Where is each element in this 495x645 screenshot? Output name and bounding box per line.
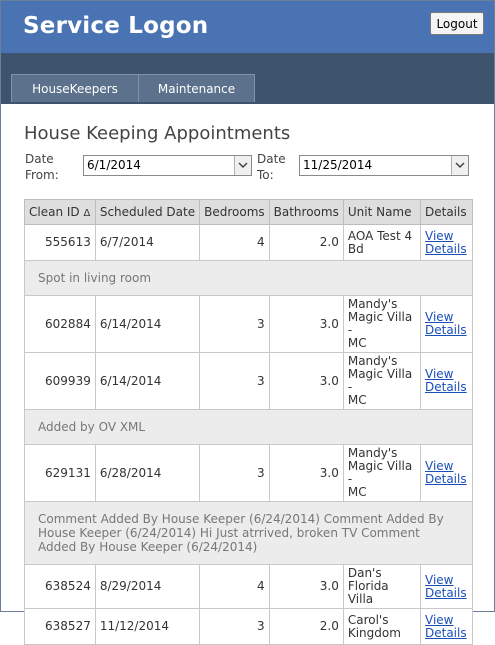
date-to-label-line2: To: <box>257 168 274 182</box>
date-from-label <box>25 151 61 183</box>
cell-bedrooms: 3 <box>200 609 270 645</box>
cell-details <box>421 609 473 645</box>
comment-row <box>25 261 473 296</box>
cell-bathrooms: 3.0 <box>269 296 343 353</box>
date-from-label-line2: From: <box>25 168 59 182</box>
cell-bathrooms: 2.0 <box>269 225 343 261</box>
cell-bathrooms: 3.0 <box>269 565 343 609</box>
sort-ascending-icon: Δ <box>83 208 91 219</box>
cell-bathrooms: 3.0 <box>269 445 343 502</box>
cell-details <box>421 353 473 410</box>
column-header-bathrooms[interactable]: Bathrooms <box>269 200 343 225</box>
logout-button[interactable]: Logout <box>430 12 484 35</box>
tab-maintenance[interactable]: Maintenance <box>138 74 255 102</box>
cell-unit-name: Mandy's Magic Villa - MC <box>343 353 420 410</box>
date-from-label-line1: Date <box>25 152 54 166</box>
comment-text: Added by OV XML <box>25 410 473 445</box>
cell-bedrooms: 4 <box>200 225 270 261</box>
cell-unit-name: Mandy's Magic Villa - MC <box>343 296 420 353</box>
comment-row <box>25 410 473 445</box>
view-details-link[interactable]: View Details <box>425 228 467 256</box>
page-title: House Keeping Appointments <box>24 123 291 144</box>
cell-details <box>421 565 473 609</box>
comment-text: Comment Added By House Keeper (6/24/2014) Comment Added By House Keeper (6/24/2014) Hi Just atrrived, broken TV Comment Added By House Keeper (6/24/2014) <box>25 502 473 565</box>
chevron-down-icon[interactable] <box>451 156 468 175</box>
cell-unit-name: AOA Test 4 Bd <box>343 225 420 261</box>
table-row <box>25 296 473 353</box>
cell-bedrooms: 3 <box>200 296 270 353</box>
table-header-row <box>25 200 473 225</box>
cell-scheduled-date: 6/28/2014 <box>95 445 199 502</box>
view-details-link[interactable]: View Details <box>425 459 467 486</box>
cell-details <box>421 296 473 353</box>
header-bar <box>1 1 494 53</box>
chevron-down-icon[interactable] <box>234 156 251 175</box>
table-row <box>25 225 473 261</box>
cell-scheduled-date: 6/14/2014 <box>95 353 199 410</box>
cell-bathrooms: 3.0 <box>269 353 343 410</box>
cell-bedrooms: 3 <box>200 445 270 502</box>
cell-clean-id: 638524 <box>25 565 96 609</box>
cell-clean-id: 629131 <box>25 445 96 502</box>
cell-details <box>421 225 473 261</box>
date-to-select[interactable] <box>299 155 469 176</box>
view-details-link[interactable]: View Details <box>425 310 467 337</box>
cell-clean-id: 555613 <box>25 225 96 261</box>
cell-unit-name: Carol's Kingdom <box>343 609 420 645</box>
date-from-value: 6/1/2014 <box>87 158 141 172</box>
date-to-value: 11/25/2014 <box>303 158 373 172</box>
view-details-link[interactable]: View Details <box>425 572 467 600</box>
table-row <box>25 353 473 410</box>
cell-unit-name: Mandy's Magic Villa - MC <box>343 445 420 502</box>
column-header-details: Details <box>421 200 473 225</box>
view-details-link[interactable]: View Details <box>425 612 467 640</box>
cell-scheduled-date: 11/12/2014 <box>95 609 199 645</box>
date-to-label-line1: Date <box>257 152 286 166</box>
cell-clean-id: 638527 <box>25 609 96 645</box>
table-row <box>25 609 473 645</box>
view-details-link[interactable]: View Details <box>425 367 467 394</box>
appointments-table <box>24 199 473 645</box>
column-header-clean-id[interactable]: Clean ID Δ <box>25 200 96 225</box>
column-header-bedrooms[interactable]: Bedrooms <box>200 200 270 225</box>
date-from-select[interactable] <box>83 155 252 176</box>
tab-housekeepers[interactable]: HouseKeepers <box>11 74 139 102</box>
nav-bar <box>1 53 494 104</box>
cell-scheduled-date: 6/7/2014 <box>95 225 199 261</box>
cell-unit-name: Dan's Florida Villa <box>343 565 420 609</box>
comment-text: Spot in living room <box>25 261 473 296</box>
cell-details <box>421 445 473 502</box>
app-title: Service Logon <box>23 13 209 39</box>
cell-bedrooms: 4 <box>200 565 270 609</box>
column-header-unit-name[interactable]: Unit Name <box>343 200 420 225</box>
column-header-scheduled-date[interactable]: Scheduled Date <box>95 200 199 225</box>
cell-scheduled-date: 8/29/2014 <box>95 565 199 609</box>
comment-row <box>25 502 473 565</box>
cell-clean-id: 609939 <box>25 353 96 410</box>
cell-clean-id: 602884 <box>25 296 96 353</box>
cell-scheduled-date: 6/14/2014 <box>95 296 199 353</box>
cell-bedrooms: 3 <box>200 353 270 410</box>
table-row <box>25 565 473 609</box>
date-to-label <box>257 151 293 183</box>
cell-bathrooms: 2.0 <box>269 609 343 645</box>
table-row <box>25 445 473 502</box>
